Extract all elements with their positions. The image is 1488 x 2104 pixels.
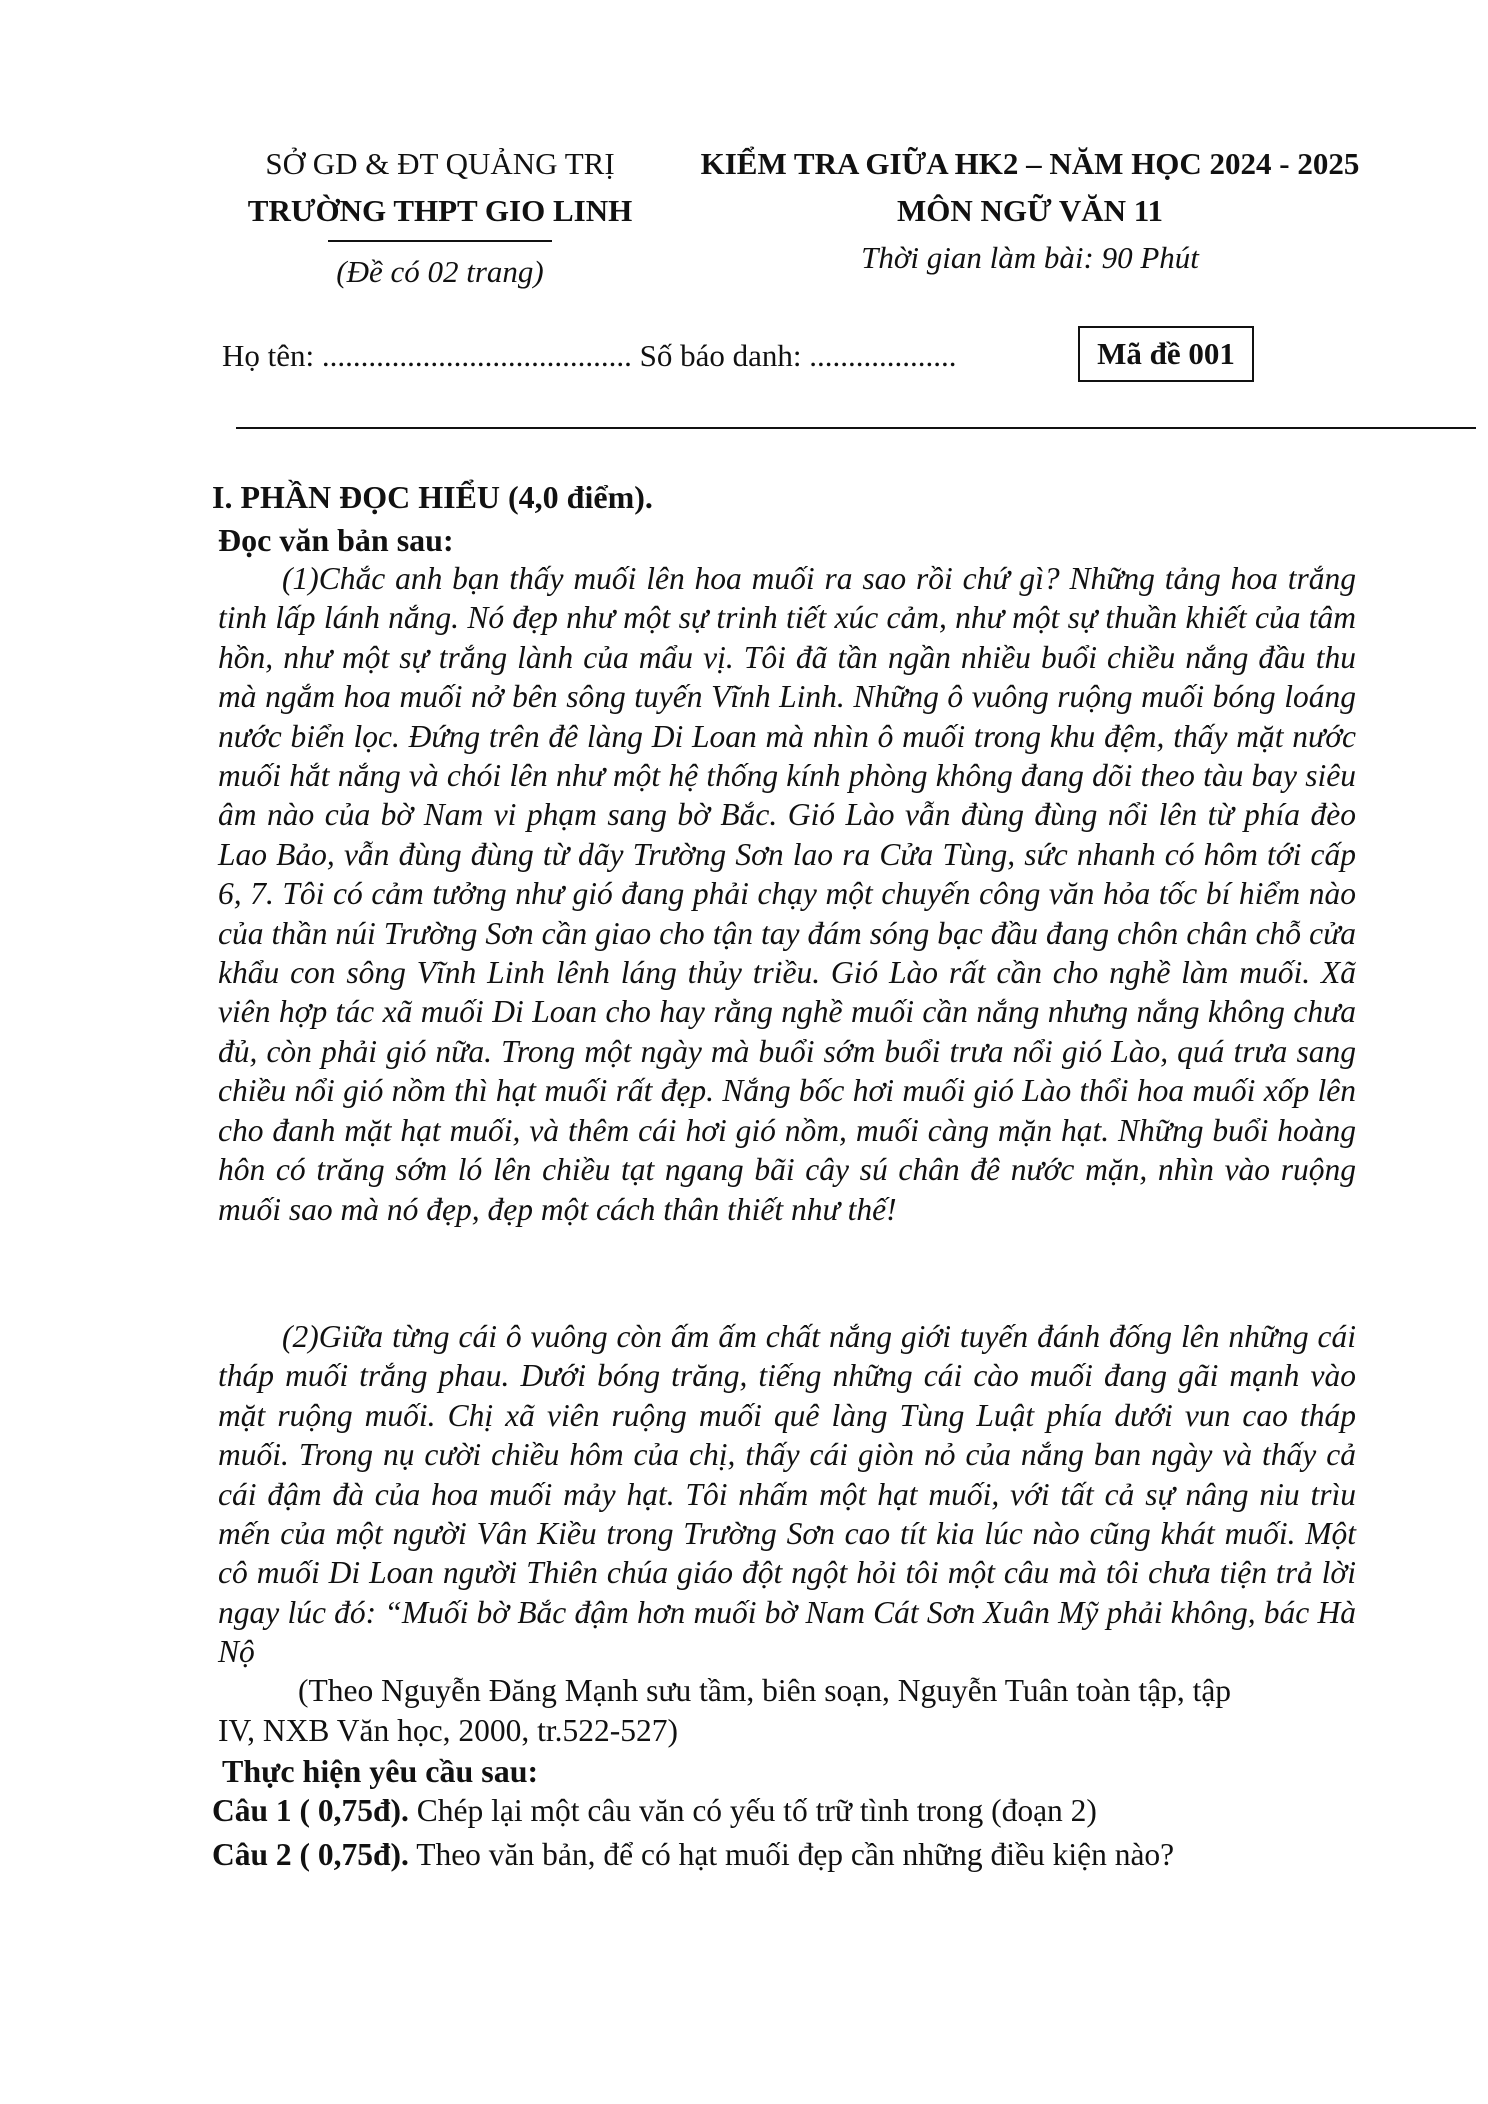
passage-paragraph-2: (2)Giữa từng cái ô vuông còn ấm ấm chất nắng giới tuyến đánh đống lên những cái tháp muối trắng phau. Dưới bóng trăng, tiếng những cái cào muối đang gãi mạnh vào mặt ruộng muối. Chị xã viên ruộng muối quê làng Tùng Luật phía dưới vun cao tháp muối. Trong nụ cười chiều hôm của chị, thấy cái giòn nỏ của nắng ban ngày và thấy cả cái đậm đà của hoa muối mảy hạt. Tôi nhấm một hạt muối, với tất cả sự nâng niu trìu mến của một người Vân Kiều trong Trường Sơn cao tít kia lúc nào cũng khát muối. Một cô muối Di Loan người Thiên chúa giáo đột ngột hỏi tôi một câu mà tôi chưa tiện trả lời ngay lúc đó: “Muối bờ Bắc đậm hơn muối bờ Nam Cát Sơn Xuân Mỹ phải không, bác Hà Nộ xyxy=(218,1319,1356,1670)
header-divider xyxy=(328,240,552,242)
read-instruction: Đọc văn bản sau: xyxy=(218,522,454,558)
task-instruction: Thực hiện yêu cầu sau: xyxy=(222,1753,539,1789)
page-count-note: (Đề có 02 trang) xyxy=(336,254,544,289)
question-2-label: Câu 2 ( 0,75đ). xyxy=(212,1837,409,1872)
subject-title: MÔN NGỮ VĂN 11 xyxy=(896,193,1164,228)
source-line-2: IV, NXB Văn học, 2000, tr.522-527) xyxy=(218,1713,678,1748)
department-name: SỞ GD & ĐT QUẢNG TRỊ xyxy=(265,146,615,181)
exam-header xyxy=(660,140,1400,281)
section-title: I. PHẦN ĐỌC HIỂU (4,0 điểm). xyxy=(212,479,653,515)
question-1-text: Chép lại một câu văn có yếu tố trữ tình trong (đoạn 2) xyxy=(408,1793,1097,1828)
exam-code-box: Mã đề 001 xyxy=(1078,326,1254,382)
source-line-1: (Theo Nguyễn Đăng Mạnh sưu tầm, biên soạn, Nguyễn Tuân toàn tập, tập xyxy=(298,1673,1232,1708)
header-separator xyxy=(236,427,1476,429)
question-1-label: Câu 1 ( 0,75đ). xyxy=(212,1793,409,1828)
question-2-text: Theo văn bản, để có hạt muối đẹp cần những điều kiện nào? xyxy=(408,1837,1175,1872)
question-1 xyxy=(212,1790,1097,1832)
school-header xyxy=(200,140,680,295)
question-2 xyxy=(212,1834,1174,1876)
name-field: Họ tên: ........................................ xyxy=(222,338,632,373)
candidate-number-field: Số báo danh: ................... xyxy=(639,338,957,373)
school-name: TRƯỜNG THPT GIO LINH xyxy=(247,193,633,228)
passage-source xyxy=(218,1671,1358,1751)
passage-paragraph-1: (1)Chắc anh bạn thấy muối lên hoa muối ra sao rồi chứ gì? Những tảng hoa trắng tinh lấp lánh nắng. Nó đẹp như một sự trinh tiết xúc cảm, như một sự thuần khiết của tâm hồn, như một sự trắng lành của mẩu vị. Tôi đã tần ngần nhiều buổi chiều nắng đầu thu mà ngắm hoa muối nở bên sông tuyến Vĩnh Linh. Những ô vuông ruộng muối bóng loáng nước biển lọc. Đứng trên đê làng Di Loan mà nhìn ô muối trong khu đệm, thấy mặt nước muối hắt nắng và chói lên như một hệ thống kính phòng không đang dõi theo tàu bay siêu âm nào của bờ Nam vi phạm sang bờ Bắc. Gió Lào vẫn đùng đùng nổi lên từ phía đèo Lao Bảo, vẫn đùng đùng từ dãy Trường Sơn lao ra Cửa Tùng, sức nhanh có hôm tới cấp 6, 7. Tôi có cảm tưởng như gió đang phải chạy một chuyến công văn hỏa tốc bí hiểm nào của thần núi Trường Sơn cần giao cho tận tay đám sóng bạc đầu đang chôn chân chỗ cửa khẩu con sông Vĩnh Linh lênh láng thủy triều. Gió Lào rất cần cho nghề làm muối. Xã viên hợp tác xã muối Di Loan cho hay rằng nghề muối cần nắng nhưng nắng không chưa đủ, còn phải gió nữa. Trong một ngày mà buổi sớm buổi trưa nổi gió Lào, quá trưa sang chiều nổi gió nồm thì hạt muối rất đẹp. Nắng bốc hơi muối gió Lào thổi hoa muối xốp lên cho đanh mặt hạt muối, và thêm cái hơi gió nồm, muối càng mặn hạt. Những buổi hoàng hôn có trăng sớm ló lên chiều tạt ngang bãi cây sú chân đê nước mặn, nhìn vào ruộng muối sao mà nó đẹp, đẹp một cách thân thiết như thế! xyxy=(218,561,1356,1227)
exam-title: KIỂM TRA GIỮA HK2 – NĂM HỌC 2024 - 2025 xyxy=(700,146,1360,181)
student-info-row xyxy=(222,336,957,376)
time-limit: Thời gian làm bài: 90 Phút xyxy=(861,240,1199,275)
